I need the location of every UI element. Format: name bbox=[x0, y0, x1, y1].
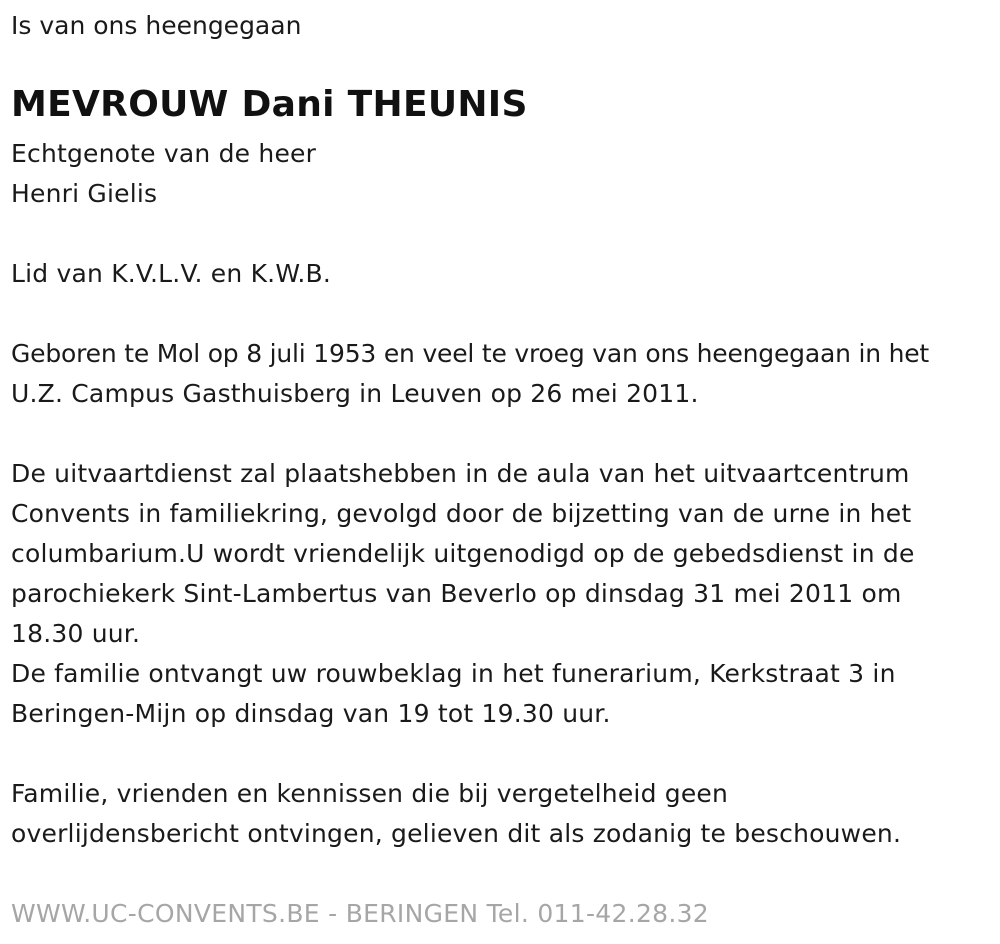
funeral-home-footer: WWW.UC-CONVENTS.BE - BERINGEN Tel. 011-42.28.32 bbox=[11, 899, 710, 928]
spouse-name: Henri Gielis bbox=[11, 179, 158, 208]
closing-line: overlijdensbericht ontvingen, gelieven dit als zodanig te beschouwen. bbox=[11, 819, 902, 848]
ceremony-line: parochiekerk Sint-Lambertus van Beverlo op dinsdag 31 mei 2011 om bbox=[11, 579, 902, 608]
ceremony-line: De uitvaartdienst zal plaatshebben in de aula van het uitvaartcentrum bbox=[11, 459, 910, 488]
ceremony-line: 18.30 uur. bbox=[11, 619, 141, 648]
spouse-line: Echtgenote van de heer bbox=[11, 139, 317, 168]
membership-line: Lid van K.V.L.V. en K.W.B. bbox=[11, 259, 332, 288]
spouse-block bbox=[11, 134, 316, 214]
deceased-name: MEVROUW Dani THEUNIS bbox=[11, 84, 528, 125]
ceremony-line: Beringen-Mijn op dinsdag van 19 tot 19.30 uur. bbox=[11, 699, 611, 728]
birth-line: Geboren te Mol op 8 juli 1953 en veel te vroeg van ons heengegaan in het bbox=[11, 339, 930, 368]
birth-death-block bbox=[11, 334, 929, 414]
ceremony-block bbox=[11, 454, 915, 734]
death-line: U.Z. Campus Gasthuisberg in Leuven op 26 mei 2011. bbox=[11, 379, 699, 408]
intro-text: Is van ons heengegaan bbox=[11, 11, 302, 40]
ceremony-line: columbarium.U wordt vriendelijk uitgenodigd op de gebedsdienst in de bbox=[11, 539, 915, 568]
closing-line: Familie, vrienden en kennissen die bij vergetelheid geen bbox=[11, 779, 729, 808]
closing-block bbox=[11, 774, 901, 854]
membership-block bbox=[11, 254, 331, 294]
ceremony-line: Convents in familiekring, gevolgd door de bijzetting van de urne in het bbox=[11, 499, 912, 528]
ceremony-line: De familie ontvangt uw rouwbeklag in het funerarium, Kerkstraat 3 in bbox=[11, 659, 896, 688]
